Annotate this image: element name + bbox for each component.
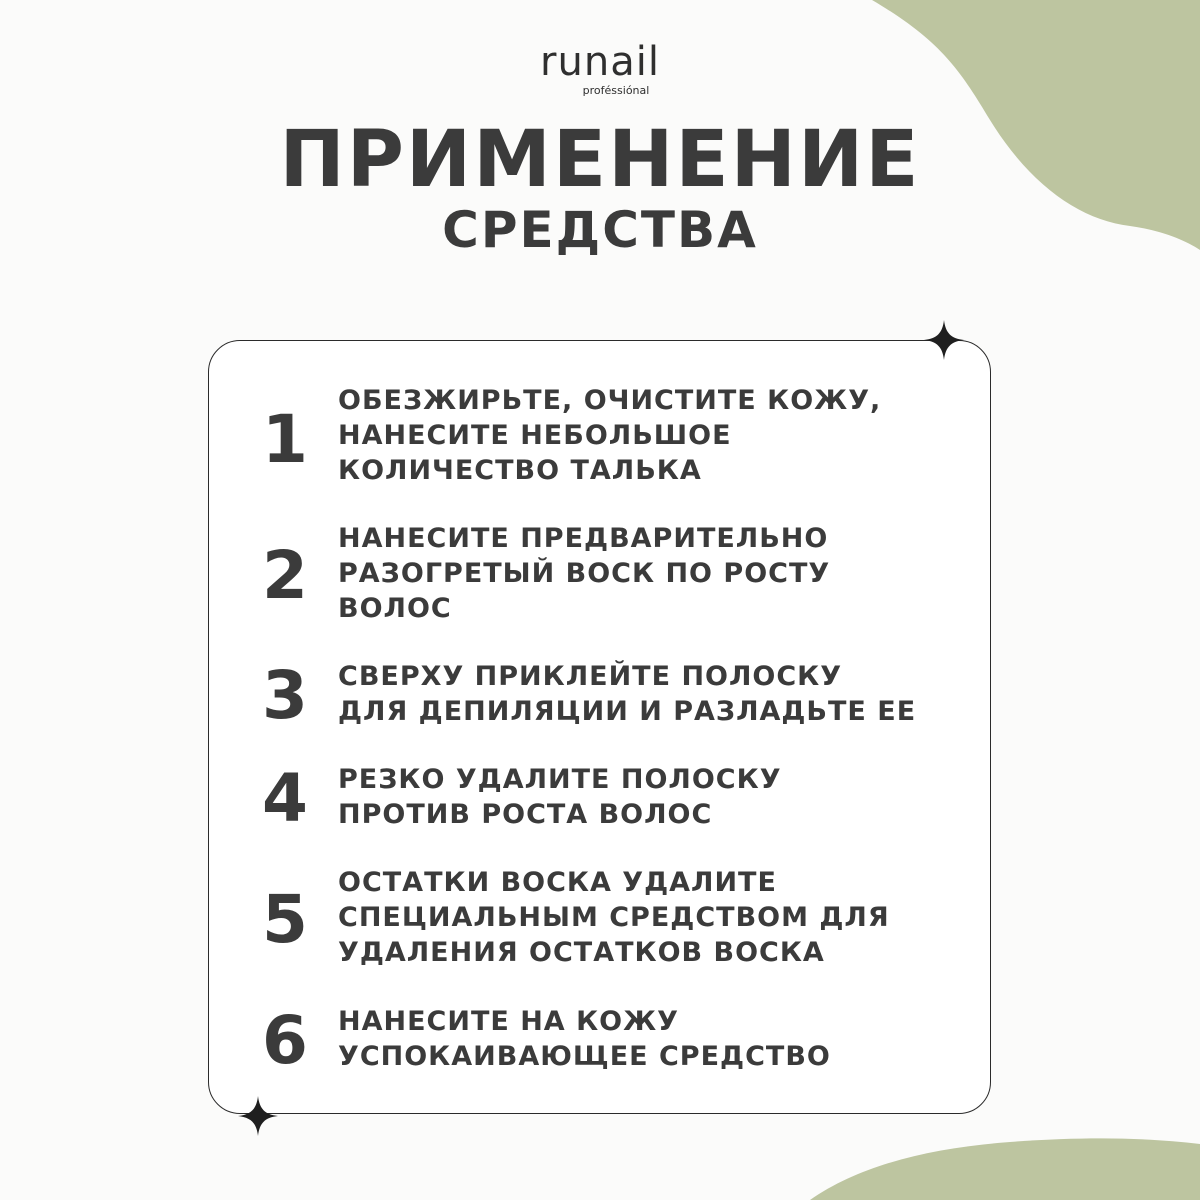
logo-wordmark: runail xyxy=(540,39,660,85)
step-number: 5 xyxy=(262,881,308,958)
step-text: НАНЕСИТЕ НА КОЖУ УСПОКАИВАЮЩЕЕ СРЕДСТВО xyxy=(338,1006,831,1072)
step-number: 2 xyxy=(262,537,308,614)
step-text: РЕЗКО УДАЛИТЕ ПОЛОСКУ ПРОТИВ РОСТА ВОЛОС xyxy=(338,764,782,830)
step-text: ОСТАТКИ ВОСКА УДАЛИТЕ СПЕЦИАЛЬНЫМ СРЕДСТВОМ ДЛЯ УДАЛЕНИЯ ОСТАТКОВ ВОСКА xyxy=(338,867,890,968)
step-text: НАНЕСИТЕ ПРЕДВАРИТЕЛЬНО РАЗОГРЕТЫЙ ВОСК ПО РОСТУ ВОЛОС xyxy=(338,523,831,624)
step-number: 3 xyxy=(262,657,308,734)
sparkle-icon xyxy=(922,318,966,362)
step-number: 1 xyxy=(262,401,308,478)
logo-tagline: proféssiónal xyxy=(582,84,650,97)
brand-logo xyxy=(0,40,1200,98)
step-number: 4 xyxy=(262,760,308,837)
step-number: 6 xyxy=(262,1002,308,1079)
page-subtitle: СРЕДСТВА xyxy=(442,201,758,259)
step-text: СВЕРХУ ПРИКЛЕЙТЕ ПОЛОСКУ ДЛЯ ДЕПИЛЯЦИИ И РАЗЛАДЬТЕ ЕЕ xyxy=(338,661,917,727)
page-title: ПРИМЕНЕНИЕ xyxy=(279,115,921,205)
bottom-right-green-blob xyxy=(810,1138,1200,1200)
sparkle-icon xyxy=(236,1094,280,1138)
step-text: ОБЕЗЖИРЬТЕ, ОЧИСТИТЕ КОЖУ, НАНЕСИТЕ НЕБОЛЬШОЕ КОЛИЧЕСТВО ТАЛЬКА xyxy=(338,385,882,486)
